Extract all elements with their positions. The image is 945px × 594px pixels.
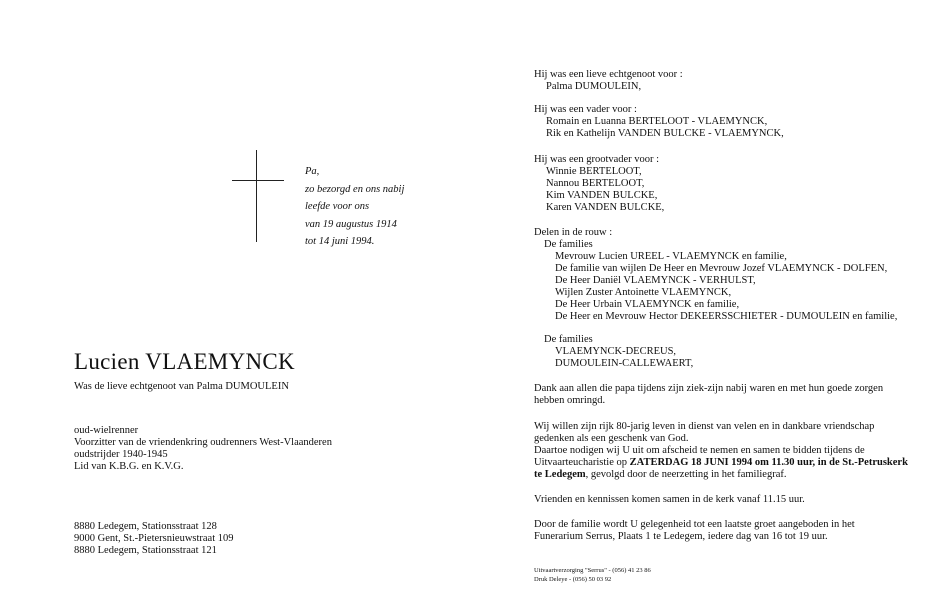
thanks-line: hebben omringd. bbox=[534, 395, 606, 406]
visit-line: Door de familie wordt U gelegenheid tot een laatste groet aangeboden in het bbox=[534, 519, 855, 530]
address-line: 8880 Ledegem, Stationsstraat 121 bbox=[74, 545, 217, 556]
spouse-name: Palma DUMOULEIN, bbox=[546, 81, 642, 92]
poem-line: tot 14 juni 1994. bbox=[305, 236, 375, 247]
family-line: De Heer Urbain VLAEMYNCK en familie, bbox=[555, 299, 740, 310]
family-line: De Heer en Mevrouw Hector DEKEERSSCHIETER - DUMOULEIN en familie, bbox=[555, 311, 898, 322]
family-line: De familie van wijlen De Heer en Mevrouw Jozef VLAEMYNCK - DOLFEN, bbox=[555, 263, 888, 274]
grandchild-line: Winnie BERTELOOT, bbox=[546, 166, 642, 177]
invite-line bbox=[534, 457, 908, 469]
invite-text: , gevolgd door de neerzetting in het familiegraf. bbox=[585, 469, 787, 480]
grandfather-heading: Hij was een grootvader voor : bbox=[534, 154, 660, 165]
poem bbox=[305, 163, 485, 251]
spouse-subtitle: Was de lieve echtgenoot van Palma DUMOULEIN bbox=[74, 381, 289, 392]
poem-line: zo bezorgd en ons nabij bbox=[305, 183, 405, 195]
child-line: Romain en Luanna BERTELOOT - VLAEMYNCK, bbox=[546, 116, 768, 127]
family-line: DUMOULEIN-CALLEWAERT, bbox=[555, 358, 694, 369]
child-line: Rik en Kathelijn VANDEN BULCKE - VLAEMYNCK, bbox=[546, 128, 784, 139]
thanks-line: Dank aan allen die papa tijdens zijn ziek-zijn nabij waren en met hun goede zorgen bbox=[534, 383, 884, 394]
poem-line: Pa, bbox=[305, 166, 320, 177]
invite-line bbox=[534, 469, 787, 481]
bio-line: oud-wielrenner bbox=[74, 425, 139, 436]
cross-horizontal bbox=[232, 180, 284, 181]
father-heading: Hij was een vader voor : bbox=[534, 104, 637, 115]
poem-line: leefde voor ons bbox=[305, 201, 370, 212]
grandchild-line: Karen VANDEN BULCKE, bbox=[546, 202, 665, 213]
bio-line: Voorzitter van de vriendenkring oudrenners West-Vlaanderen bbox=[74, 437, 332, 448]
invite-text: Uitvaarteucharistie op bbox=[534, 457, 630, 468]
footer-line: Druk Deleye - (056) 50 03 92 bbox=[534, 576, 612, 583]
bio-line: oudstrijder 1940-1945 bbox=[74, 449, 168, 460]
families-label: De families bbox=[544, 334, 593, 345]
mourning-heading: Delen in de rouw : bbox=[534, 227, 613, 238]
spouse-heading: Hij was een lieve echtgenoot voor : bbox=[534, 69, 683, 80]
visit-line: Funerarium Serrus, Plaats 1 te Ledegem, iedere dag van 16 tot 19 uur. bbox=[534, 531, 828, 542]
family-line: Wijlen Zuster Antoinette VLAEMYNCK, bbox=[555, 287, 732, 298]
deceased-name: Lucien VLAEMYNCK bbox=[74, 349, 295, 374]
gift-line: gedenken als een geschenk van God. bbox=[534, 433, 689, 444]
invite-date: ZATERDAG 18 JUNI 1994 om 11.30 uur, in de St.-Petruskerk bbox=[629, 457, 908, 468]
address-line: 8880 Ledegem, Stationsstraat 128 bbox=[74, 521, 217, 532]
poem-line: van 19 augustus 1914 bbox=[305, 218, 397, 230]
invite-place: te Ledegem bbox=[534, 469, 586, 480]
grandchild-line: Nannou BERTELOOT, bbox=[546, 178, 645, 189]
family-line: De Heer Daniël VLAEMYNCK - VERHULST, bbox=[555, 275, 756, 286]
bio-line: Lid van K.B.G. en K.V.G. bbox=[74, 461, 184, 472]
gift-line: Wij willen zijn rijk 80-jarig leven in dienst van velen en in dankbare vriendschap bbox=[534, 421, 875, 432]
footer-line: Uitvaartverzorging "Serrus" - (056) 41 23 86 bbox=[534, 567, 651, 574]
gathering-line: Vrienden en kennissen komen samen in de kerk vanaf 11.15 uur. bbox=[534, 494, 805, 505]
family-line: Mevrouw Lucien UREEL - VLAEMYNCK en familie, bbox=[555, 251, 787, 262]
family-line: VLAEMYNCK-DECREUS, bbox=[555, 346, 677, 357]
address-line: 9000 Gent, St.-Pietersnieuwstraat 109 bbox=[74, 533, 234, 544]
families-label: De families bbox=[544, 239, 593, 250]
cross-vertical bbox=[256, 150, 257, 242]
grandchild-line: Kim VANDEN BULCKE, bbox=[546, 190, 658, 201]
invite-line: Daartoe nodigen wij U uit om afscheid te nemen en samen te bidden tijdens de bbox=[534, 445, 865, 456]
